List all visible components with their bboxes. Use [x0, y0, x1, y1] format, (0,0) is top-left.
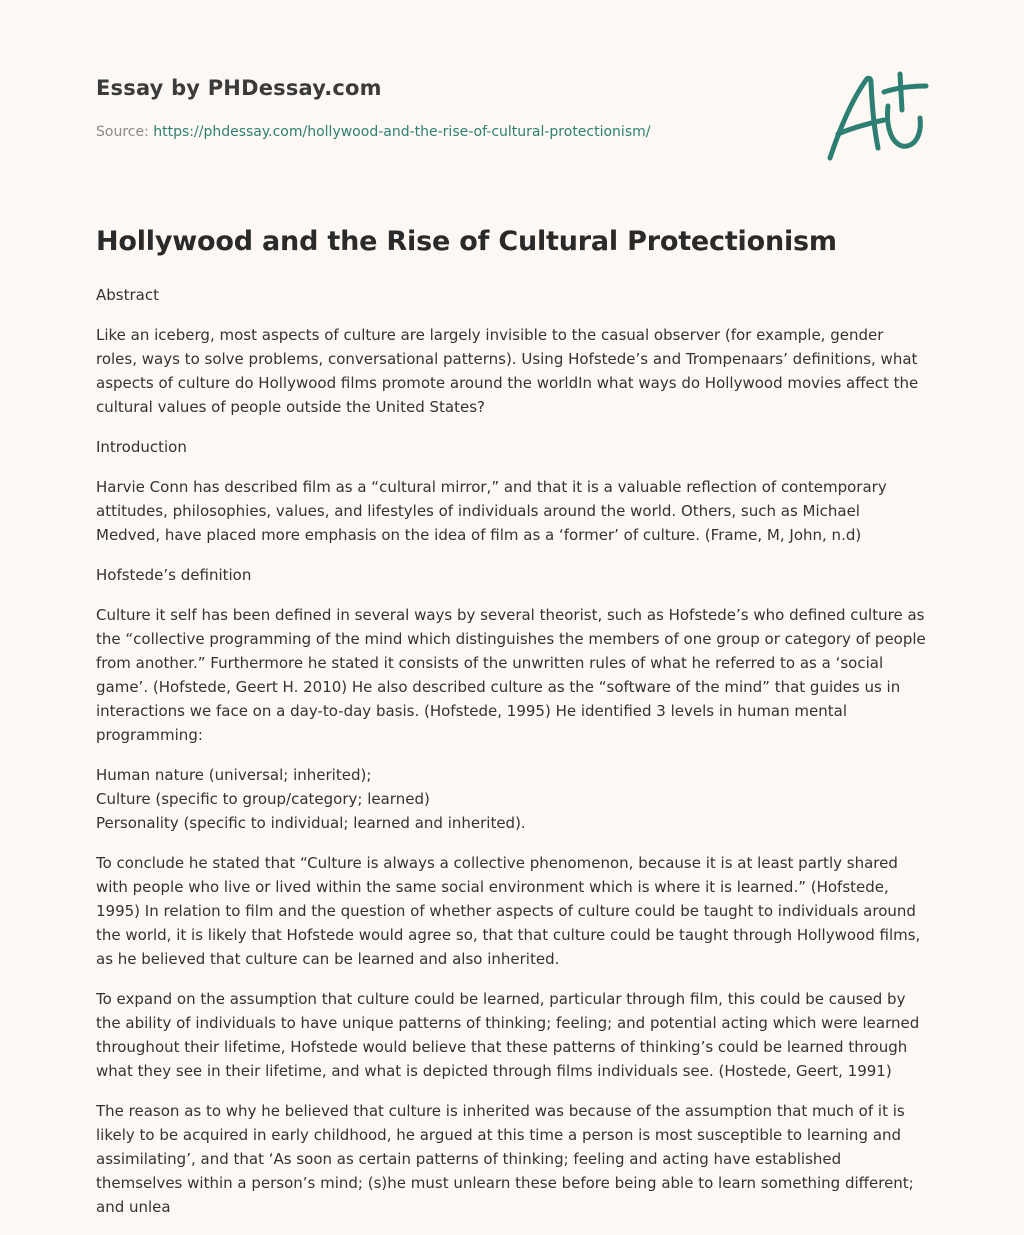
- brand-title: Essay by PHDessay.com: [96, 76, 382, 100]
- a-plus-logo-icon: [822, 66, 932, 166]
- paragraph-abstract: Like an iceberg, most aspects of culture are largely invisible to the casual observer (for example, gender roles, ways to solve problems, conversational patterns). Using Hofstede’s and Trompenaars’ definitions, what aspects of culture do Hollywood films promote around the worldIn what ways do Hollywood movies affect the cultural values of people outside the United States?: [96, 326, 919, 416]
- paragraph-learned: To expand on the assumption that culture could be learned, particular through film, this could be caused by the ability of individuals to have unique patterns of thinking; feeling; and potential acting which were learned throughout their lifetime, Hofstede would believe that these patterns of thinking’s could be learned through what they see in their lifetime, and what is depicted through films individuals see. (Hostede, Geert, 1991): [96, 990, 920, 1080]
- section-heading-abstract: Abstract: [96, 286, 159, 304]
- header: [96, 76, 926, 140]
- section-heading-hofstede: Hofstede’s definition: [96, 566, 252, 584]
- paragraph-hofstede-definition: Culture it self has been defined in several ways by several theorist, such as Hofstede’s who defined culture as the “collective programming of the mind which distinguishes the members of one group or category of people from another.” Furthermore he stated it consists of the unwritten rules of what he referred to as a ‘social game’. (Hofstede, Geert H. 2010) He also described culture as the “software of the mind” that guides us in interactions we face on a day-to-day basis. (Hofstede, 1995) He identified 3 levels in human mental programming:: [96, 606, 926, 744]
- list-item: Personality (specific to individual; learned and inherited).: [96, 814, 526, 832]
- paragraph-introduction: Harvie Conn has described film as a “cultural mirror,” and that it is a valuable reflection of contemporary attitudes, philosophies, values, and lifestyles of individuals around the world. Others, such as Michael Medved, have placed more emphasis on the idea of film as a ‘former’ of culture. (Frame, M, John, n.d): [96, 478, 887, 544]
- page-title: Hollywood and the Rise of Cultural Protectionism: [96, 226, 837, 257]
- list-item: Culture (specific to group/category; learned): [96, 790, 430, 808]
- paragraph-conclusion: To conclude he stated that “Culture is always a collective phenomenon, because it is at least partly shared with people who live or lived within the same social environment which is where it is learned.” (Hofstede, 1995) In relation to film and the question of whether aspects of culture could be taught to individuals around the world, it is likely that Hofstede would agree so, that that culture could be taught through Hollywood films, as he believed that culture can be learned and also inherited.: [96, 854, 921, 968]
- article: [96, 226, 928, 1235]
- source-link[interactable]: https://phdessay.com/hollywood-and-the-rise-of-cultural-protectionism/: [153, 124, 651, 140]
- source-line: [96, 124, 650, 140]
- source-label: Source:: [96, 124, 149, 140]
- section-heading-introduction: Introduction: [96, 438, 187, 456]
- levels-list: [96, 763, 928, 835]
- paragraph-inherited: The reason as to why he believed that culture is inherited was because of the assumption that much of it is likely to be acquired in early childhood, he argued at this time a person is most susceptible to learning and assimilating’, and that ‘As soon as certain patterns of thinking; feeling and acting have established themselves within a person’s mind; (s)he must unlearn these before being able to learn something different; and unlea: [96, 1102, 914, 1216]
- list-item: Human nature (universal; inherited);: [96, 766, 372, 784]
